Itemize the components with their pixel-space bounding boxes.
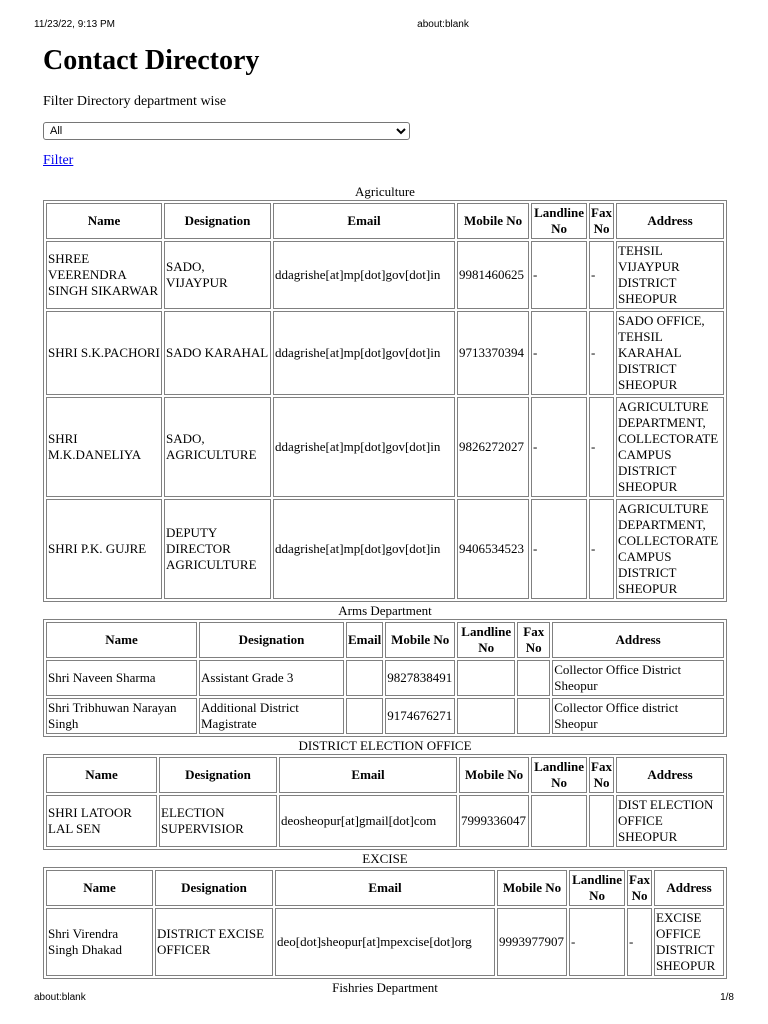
cell-address: EXCISE OFFICE DISTRICT SHEOPUR (654, 908, 724, 976)
cell-landline (531, 795, 587, 847)
cell-mobile: 9174676271 (385, 698, 455, 734)
col-header-email: Email (275, 870, 495, 906)
table-row (46, 698, 724, 734)
cell-name: Shri Tribhuwan Narayan Singh (46, 698, 197, 734)
cell-email: ddagrishe[at]mp[dot]gov[dot]in (273, 311, 455, 395)
cell-landline (457, 660, 515, 696)
table-row (46, 241, 724, 309)
cell-email: ddagrishe[at]mp[dot]gov[dot]in (273, 499, 455, 599)
cell-landline: - (531, 499, 587, 599)
cell-name: SHRI P.K. GUJRE (46, 499, 162, 599)
col-header-mobile: Mobile No (497, 870, 567, 906)
dept-title-arms: Arms Department (338, 603, 432, 618)
cell-designation: ELECTION SUPERVISIOR (159, 795, 277, 847)
cell-address: Collector Office district Sheopur (552, 698, 724, 734)
cell-fax: - (589, 241, 614, 309)
col-header-email: Email (279, 757, 457, 793)
col-header-name: Name (46, 622, 197, 658)
col-header-fax: Fax No (627, 870, 652, 906)
cell-name: Shri Naveen Sharma (46, 660, 197, 696)
cell-designation: SADO KARAHAL (164, 311, 271, 395)
dept-title-election: DISTRICT ELECTION OFFICE (298, 738, 472, 753)
col-header-landline: Landline No (457, 622, 515, 658)
col-header-name: Name (46, 757, 157, 793)
cell-fax (517, 660, 550, 696)
department-select[interactable] (43, 122, 410, 140)
col-header-landline: Landline No (531, 203, 587, 239)
cell-email (346, 698, 383, 734)
cell-fax: - (589, 397, 614, 497)
footer-url: about:blank (34, 992, 86, 1003)
cell-email: deo[dot]sheopur[at]mpexcise[dot]org (275, 908, 495, 976)
table-excise (43, 867, 727, 979)
cell-address: AGRICULTURE DEPARTMENT, COLLECTORATE CAMPUS DISTRICT SHEOPUR (616, 397, 724, 497)
col-header-email: Email (273, 203, 455, 239)
table-row (46, 311, 724, 395)
cell-mobile: 9826272027 (457, 397, 529, 497)
cell-mobile: 9713370394 (457, 311, 529, 395)
table-row (46, 499, 724, 599)
cell-fax: - (589, 499, 614, 599)
col-header-landline: Landline No (531, 757, 587, 793)
col-header-designation: Designation (159, 757, 277, 793)
cell-fax: - (589, 311, 614, 395)
cell-email: deosheopur[at]gmail[dot]com (279, 795, 457, 847)
cell-mobile: 9981460625 (457, 241, 529, 309)
col-header-designation: Designation (199, 622, 344, 658)
col-header-address: Address (552, 622, 724, 658)
dept-title-excise: EXCISE (362, 851, 408, 866)
cell-fax (589, 795, 614, 847)
cell-address: DIST ELECTION OFFICE SHEOPUR (616, 795, 724, 847)
table-row (46, 908, 724, 976)
print-timestamp: 11/23/22, 9:13 PM (34, 19, 115, 30)
cell-designation: DEPUTY DIRECTOR AGRICULTURE (164, 499, 271, 599)
page-title: Contact Directory (43, 45, 260, 76)
filter-label: Filter Directory department wise (43, 94, 227, 109)
col-header-address: Address (616, 203, 724, 239)
cell-landline: - (569, 908, 625, 976)
cell-email: ddagrishe[at]mp[dot]gov[dot]in (273, 241, 455, 309)
col-header-designation: Designation (155, 870, 273, 906)
cell-address: SADO OFFICE, TEHSIL KARAHAL DISTRICT SHEOPUR (616, 311, 724, 395)
col-header-fax: Fax No (589, 203, 614, 239)
cell-designation: Assistant Grade 3 (199, 660, 344, 696)
cell-landline: - (531, 311, 587, 395)
cell-name: SHRI M.K.DANELIYA (46, 397, 162, 497)
col-header-designation: Designation (164, 203, 271, 239)
table-arms (43, 619, 727, 737)
cell-mobile: 9993977907 (497, 908, 567, 976)
table-header-row (46, 203, 724, 239)
col-header-address: Address (616, 757, 724, 793)
cell-mobile: 9406534523 (457, 499, 529, 599)
col-header-name: Name (46, 870, 153, 906)
cell-landline: - (531, 241, 587, 309)
cell-name: SHRI LATOOR LAL SEN (46, 795, 157, 847)
cell-designation: DISTRICT EXCISE OFFICER (155, 908, 273, 976)
dept-title-agriculture: Agriculture (355, 184, 415, 199)
col-header-fax: Fax No (589, 757, 614, 793)
cell-address: AGRICULTURE DEPARTMENT, COLLECTORATE CAMPUS DISTRICT SHEOPUR (616, 499, 724, 599)
col-header-name: Name (46, 203, 162, 239)
col-header-fax: Fax No (517, 622, 550, 658)
col-header-mobile: Mobile No (459, 757, 529, 793)
table-row (46, 397, 724, 497)
cell-address: Collector Office District Sheopur (552, 660, 724, 696)
table-header-row (46, 870, 724, 906)
dept-title-fishries: Fishries Department (332, 980, 438, 995)
cell-address: TEHSIL VIJAYPUR DISTRICT SHEOPUR (616, 241, 724, 309)
cell-designation: SADO, AGRICULTURE (164, 397, 271, 497)
table-header-row (46, 757, 724, 793)
col-header-address: Address (654, 870, 724, 906)
table-row (46, 660, 724, 696)
main-content (43, 44, 727, 996)
footer-page-number: 1/8 (720, 992, 734, 1003)
col-header-mobile: Mobile No (385, 622, 455, 658)
cell-name: SHRI S.K.PACHORI (46, 311, 162, 395)
cell-fax: - (627, 908, 652, 976)
col-header-mobile: Mobile No (457, 203, 529, 239)
cell-email (346, 660, 383, 696)
cell-name: SHREE VEERENDRA SINGH SIKARWAR (46, 241, 162, 309)
cell-name: Shri Virendra Singh Dhakad (46, 908, 153, 976)
table-header-row (46, 622, 724, 658)
cell-designation: SADO, VIJAYPUR (164, 241, 271, 309)
cell-landline: - (531, 397, 587, 497)
col-header-email: Email (346, 622, 383, 658)
print-url: about:blank (417, 19, 469, 30)
table-election (43, 754, 727, 850)
cell-mobile: 9827838491 (385, 660, 455, 696)
col-header-landline: Landline No (569, 870, 625, 906)
cell-fax (517, 698, 550, 734)
table-agriculture (43, 200, 727, 602)
cell-email: ddagrishe[at]mp[dot]gov[dot]in (273, 397, 455, 497)
cell-designation: Additional District Magistrate (199, 698, 344, 734)
filter-link[interactable]: Filter (43, 153, 74, 168)
cell-mobile: 7999336047 (459, 795, 529, 847)
cell-landline (457, 698, 515, 734)
table-row (46, 795, 724, 847)
